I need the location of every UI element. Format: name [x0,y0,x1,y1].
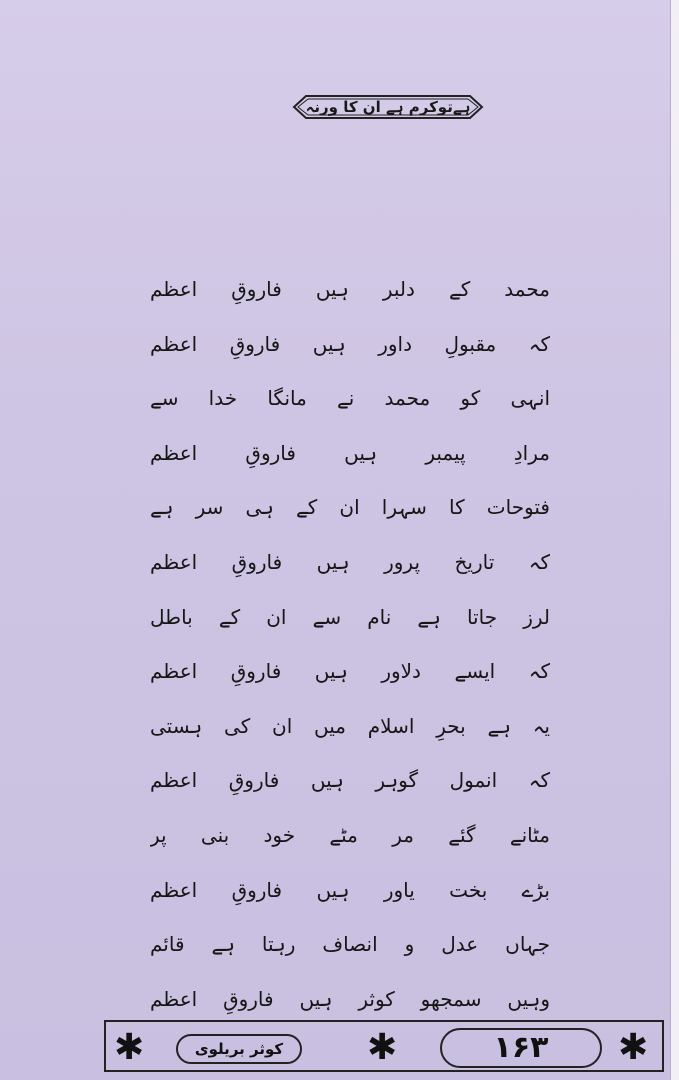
asterisk-ornament-icon: ✱ [618,1027,649,1068]
verse-line: جہاں عدل و انصاف رہتا ہے قائم [150,932,550,957]
asterisk-ornament-icon: ✱ [367,1027,398,1068]
poem [150,262,550,1026]
verse-line: انہی کو محمد نے مانگا خدا سے [150,386,550,411]
verse-line: وہیں سمجھو کوثر ہیں فاروقِ اعظم [150,986,550,1011]
verse-line: محمد کے دلبر ہیں فاروقِ اعظم [150,277,550,301]
header-title: ہےتوکرم ہے ان کا ورنہ [305,98,471,116]
verse-line: کہ تاریخ پرور ہیں فاروقِ اعظم [150,549,550,574]
page-number: ۱۶۳ [440,1028,602,1068]
page-edge [670,0,679,1080]
asterisk-ornament-icon: ✱ [114,1027,145,1068]
verse-line: لرز جاتا ہے نام سے ان کے باطل [150,604,550,629]
header-banner [288,90,488,124]
verse-line: بڑے بخت یاور ہیں فاروقِ اعظم [150,877,550,902]
verse-line: کہ مقبولِ داور ہیں فاروقِ اعظم [150,331,550,356]
verse-line: کہ انمول گوہر ہیں فاروقِ اعظم [150,768,550,793]
verse-line: مٹانے گئے مر مٹے خود بنی پر [150,822,550,847]
author-name: کوثر بریلوی [176,1034,302,1064]
verse-line: یہ ہے بحرِ اسلام میں ان کی ہستی [150,713,550,738]
verse-line: کہ ایسے دلاور ہیں فاروقِ اعظم [150,659,550,684]
verse-line: مرادِ پیمبر ہیں فاروقِ اعظم [150,440,550,465]
verse-line: فتوحات کا سہرا ان کے ہی سر ہے [150,495,550,520]
page-footer [104,1014,675,1080]
